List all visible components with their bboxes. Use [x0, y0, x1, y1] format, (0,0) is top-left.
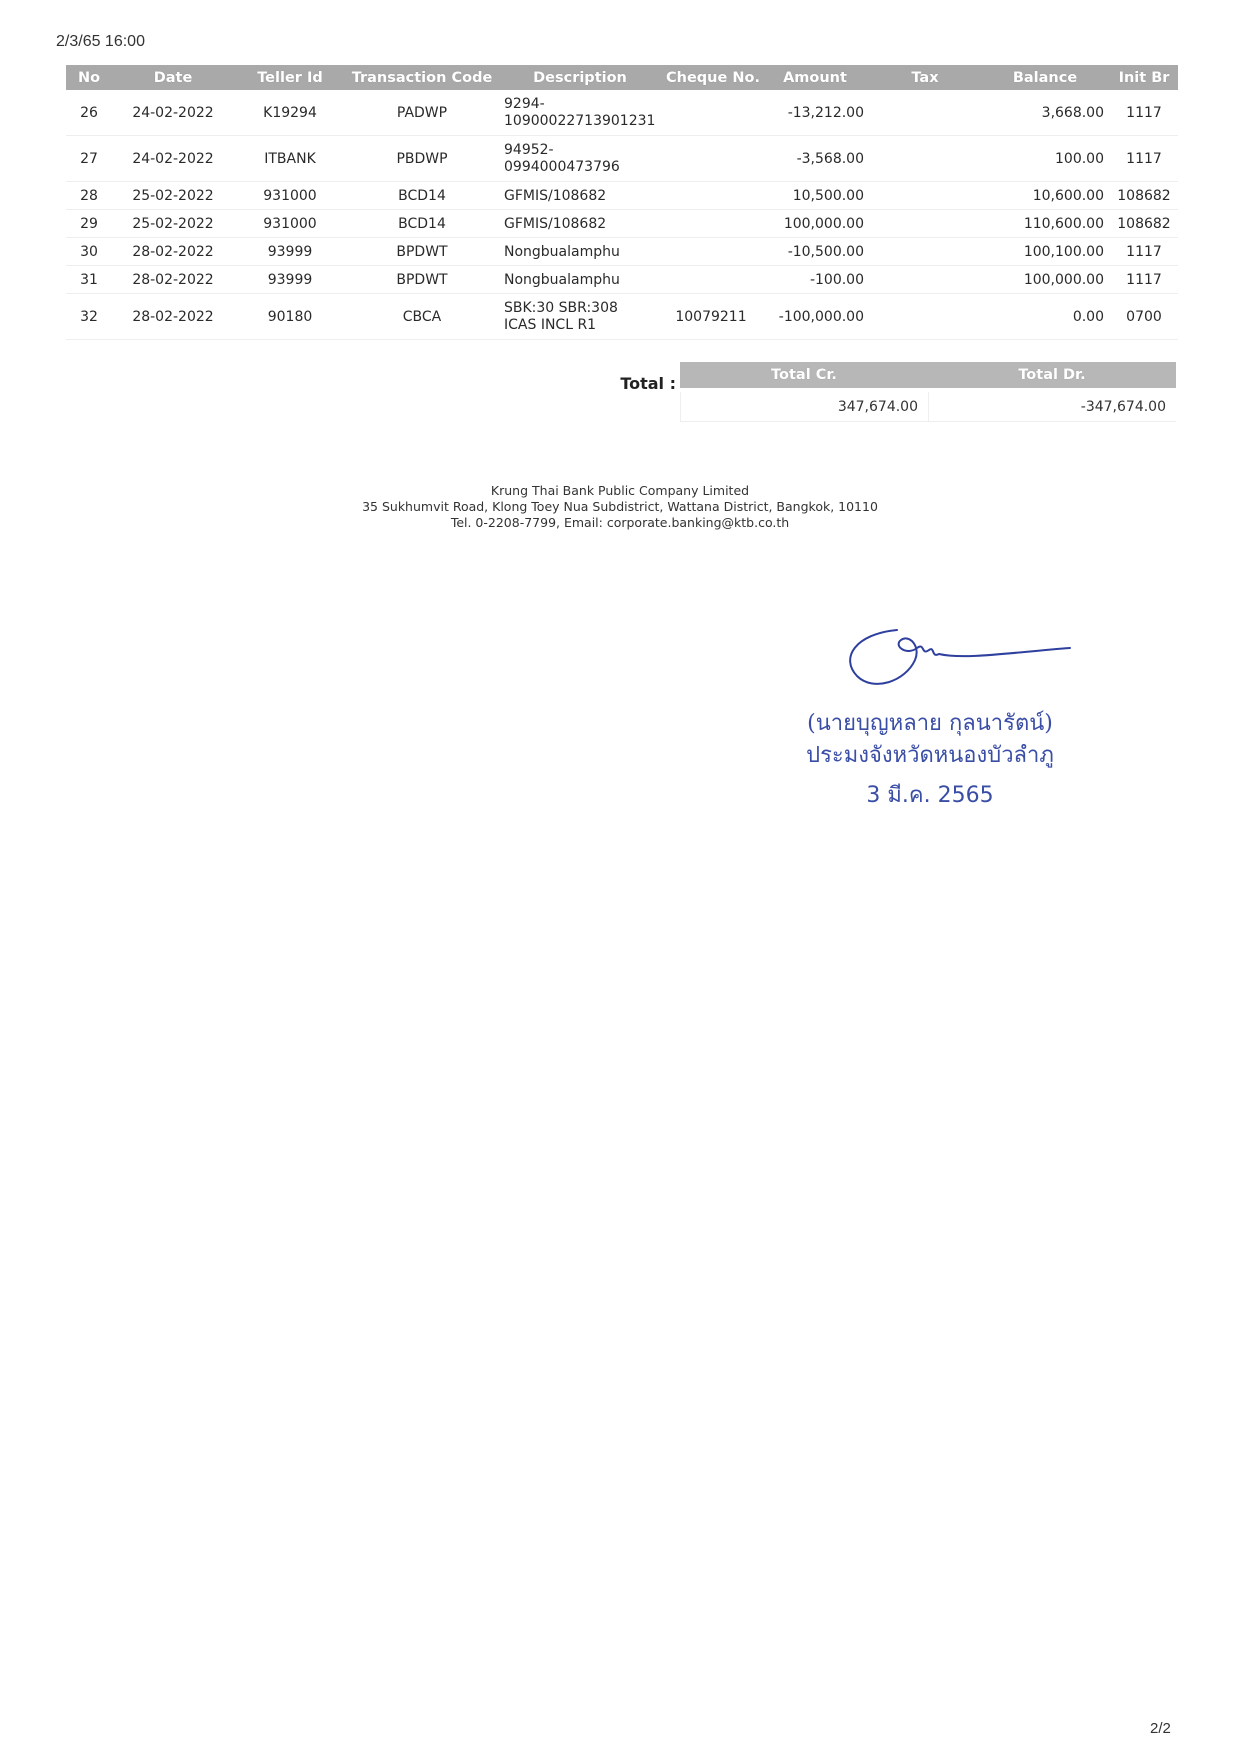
header-tax: Tax	[870, 65, 980, 90]
description-line-2: 0994000473796	[504, 158, 620, 175]
bank-contact: Tel. 0-2208-7799, Email: corporate.banking@ktb.co.th	[450, 515, 790, 530]
cell-transaction-code: BPDWT	[346, 266, 498, 294]
cell-description: GFMIS/108682	[498, 210, 662, 238]
header-init-br: Init Br	[1110, 65, 1178, 90]
header-teller-id: Teller Id	[234, 65, 346, 90]
official-stamp	[780, 708, 1080, 814]
cell-teller-id: 931000	[234, 182, 346, 210]
cell-tax	[870, 136, 980, 182]
cell-teller-id: 90180	[234, 294, 346, 340]
cell-tax	[870, 266, 980, 294]
cell-description: GFMIS/108682	[498, 182, 662, 210]
cell-cheque-no: 10079211	[662, 294, 760, 340]
cell-cheque-no	[662, 210, 760, 238]
cell-balance: 100.00	[980, 136, 1110, 182]
cell-transaction-code: BCD14	[346, 182, 498, 210]
table-row	[66, 238, 1178, 266]
cell-init-br: 108682	[1110, 210, 1178, 238]
cell-no: 27	[66, 136, 112, 182]
cell-amount: 100,000.00	[760, 210, 870, 238]
cell-cheque-no	[662, 238, 760, 266]
cell-no: 31	[66, 266, 112, 294]
table-row	[66, 136, 1178, 182]
cell-description	[498, 90, 662, 136]
cell-init-br: 0700	[1110, 294, 1178, 340]
cell-init-br: 1117	[1110, 266, 1178, 294]
cell-amount: -13,212.00	[760, 90, 870, 136]
cell-balance: 10,600.00	[980, 182, 1110, 210]
cell-tax	[870, 294, 980, 340]
page-number: 2/2	[1150, 1720, 1171, 1737]
cell-balance: 110,600.00	[980, 210, 1110, 238]
total-dr-header: Total Dr.	[1018, 367, 1086, 383]
cell-no: 30	[66, 238, 112, 266]
cell-description	[498, 136, 662, 182]
cell-no: 32	[66, 294, 112, 340]
cell-tax	[870, 238, 980, 266]
table-row	[66, 266, 1178, 294]
cell-amount: -100,000.00	[760, 294, 870, 340]
stamp-position: ประมงจังหวัดหนองบัวลำภู	[806, 743, 1054, 768]
cell-cheque-no	[662, 90, 760, 136]
cell-date: 28-02-2022	[112, 294, 234, 340]
total-cr-value: 347,674.00	[680, 392, 928, 422]
bank-address: 35 Sukhumvit Road, Klong Toey Nua Subdistrict, Wattana District, Bangkok, 10110	[362, 499, 878, 514]
print-timestamp: 2/3/65 16:00	[56, 33, 145, 50]
table-row	[66, 210, 1178, 238]
cell-init-br: 1117	[1110, 90, 1178, 136]
cell-tax	[870, 210, 980, 238]
cell-teller-id: 931000	[234, 210, 346, 238]
description-line-2: 10900022713901231	[504, 112, 656, 129]
header-balance: Balance	[980, 65, 1110, 90]
header-description: Description	[498, 65, 662, 90]
cell-teller-id: K19294	[234, 90, 346, 136]
cell-no: 28	[66, 182, 112, 210]
cell-amount: 10,500.00	[760, 182, 870, 210]
cell-transaction-code: PBDWP	[346, 136, 498, 182]
cell-date: 24-02-2022	[112, 90, 234, 136]
cell-no: 26	[66, 90, 112, 136]
cell-cheque-no	[662, 182, 760, 210]
cell-description	[498, 294, 662, 340]
table-row	[66, 182, 1178, 210]
cell-teller-id: 93999	[234, 266, 346, 294]
description-line-1: 94952-	[504, 141, 554, 158]
total-cr-header: Total Cr.	[771, 367, 837, 383]
bank-name: Krung Thai Bank Public Company Limited	[490, 483, 750, 498]
cell-transaction-code: BCD14	[346, 210, 498, 238]
stamp-date: 3 มี.ค. 2565	[866, 783, 994, 808]
totals-values	[680, 392, 1176, 422]
cell-init-br: 1117	[1110, 136, 1178, 182]
description-line-2: ICAS INCL R1	[504, 316, 597, 333]
transactions-table	[66, 65, 1178, 340]
cell-balance: 3,668.00	[980, 90, 1110, 136]
cell-transaction-code: PADWP	[346, 90, 498, 136]
cell-transaction-code: CBCA	[346, 294, 498, 340]
cell-tax	[870, 90, 980, 136]
cell-date: 25-02-2022	[112, 182, 234, 210]
cell-amount: -100.00	[760, 266, 870, 294]
cell-tax	[870, 182, 980, 210]
cell-balance: 100,100.00	[980, 238, 1110, 266]
table-header-row	[66, 65, 1178, 90]
cell-date: 28-02-2022	[112, 238, 234, 266]
bank-footer	[300, 483, 940, 531]
header-amount: Amount	[760, 65, 870, 90]
total-dr-value: -347,674.00	[928, 392, 1176, 422]
header-date: Date	[112, 65, 234, 90]
cell-amount: -10,500.00	[760, 238, 870, 266]
totals-header	[680, 362, 1176, 388]
cell-teller-id: 93999	[234, 238, 346, 266]
cell-balance: 100,000.00	[980, 266, 1110, 294]
cell-init-br: 1117	[1110, 238, 1178, 266]
signature	[835, 620, 1075, 700]
cell-date: 24-02-2022	[112, 136, 234, 182]
cell-description: Nongbualamphu	[498, 238, 662, 266]
cell-balance: 0.00	[980, 294, 1110, 340]
table-row	[66, 294, 1178, 340]
cell-init-br: 108682	[1110, 182, 1178, 210]
header-transaction-code: Transaction Code	[346, 65, 498, 90]
cell-no: 29	[66, 210, 112, 238]
cell-amount: -3,568.00	[760, 136, 870, 182]
description-line-1: SBK:30 SBR:308	[504, 299, 618, 316]
table-row	[66, 90, 1178, 136]
cell-date: 28-02-2022	[112, 266, 234, 294]
cell-cheque-no	[662, 266, 760, 294]
description-line-1: 9294-	[504, 95, 545, 112]
header-cheque-no: Cheque No.	[662, 65, 760, 90]
cell-description: Nongbualamphu	[498, 266, 662, 294]
cell-cheque-no	[662, 136, 760, 182]
cell-teller-id: ITBANK	[234, 136, 346, 182]
cell-date: 25-02-2022	[112, 210, 234, 238]
header-no: No	[66, 65, 112, 90]
cell-transaction-code: BPDWT	[346, 238, 498, 266]
total-label: Total :	[620, 374, 676, 393]
stamp-name: (นายบุญหลาย กุลนารัตน์)	[807, 711, 1053, 736]
